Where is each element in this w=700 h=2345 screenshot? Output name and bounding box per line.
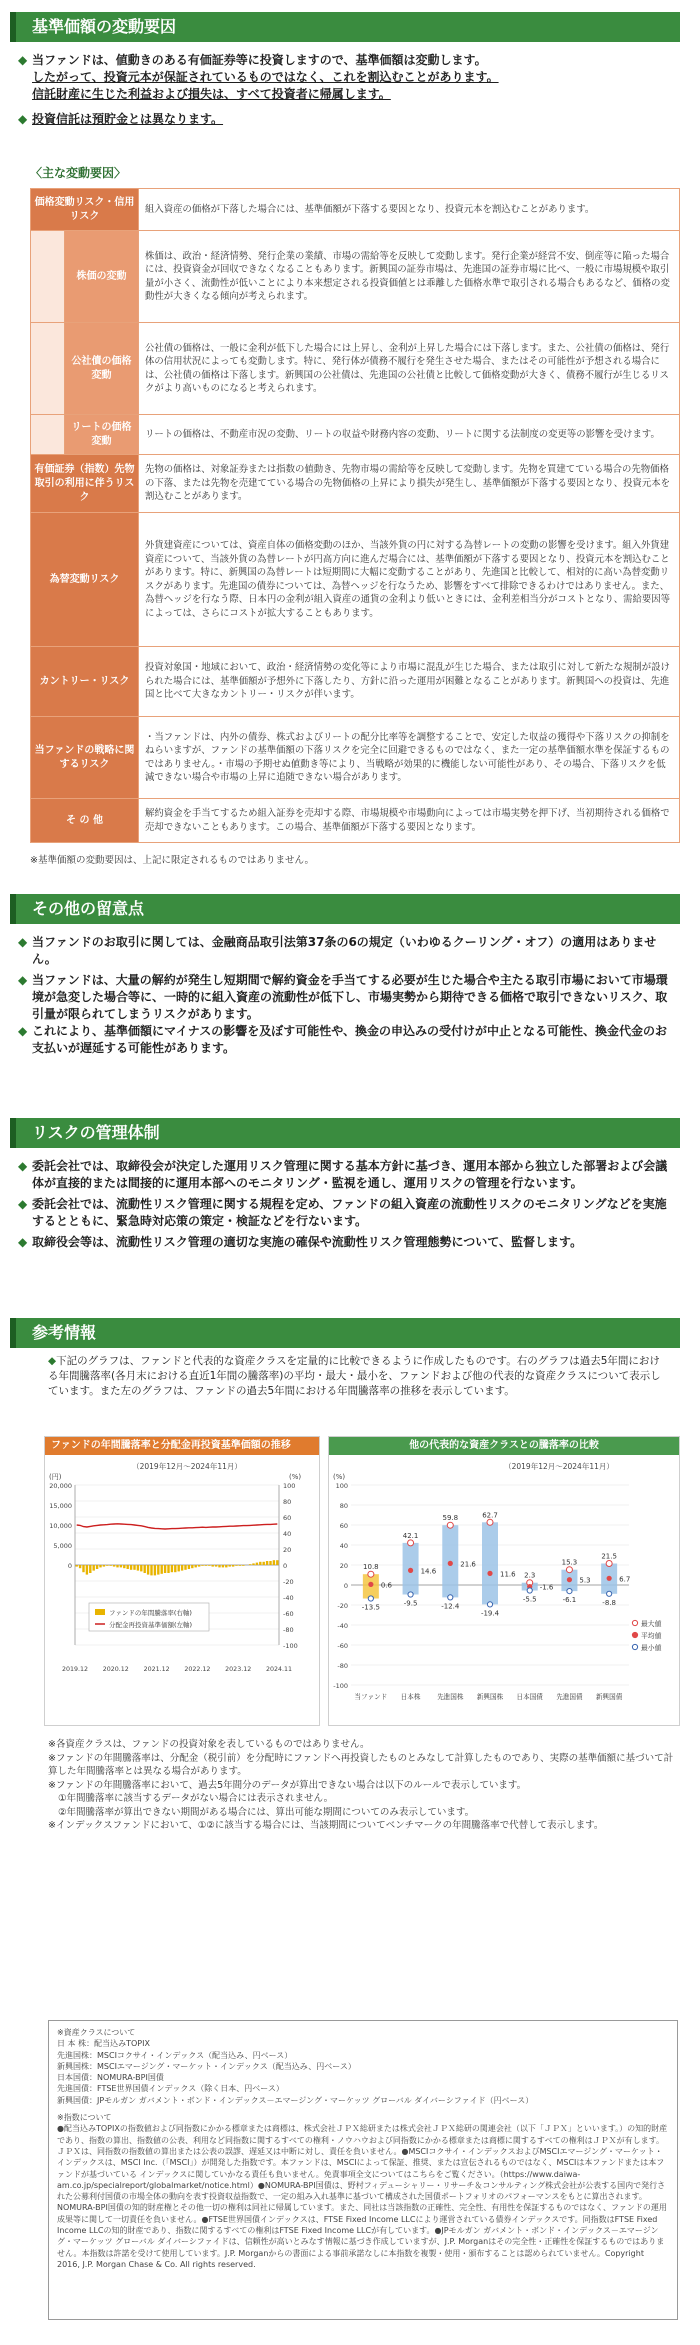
index-disclaimer-text: ●配当込みTOPIXの指数値および同指数にかかる標章または商標は、株式会社ＪＰＸ総研または株式会社ＪＰＸ総研の関連会社（以下「ＪＰＸ」といいます。）の知的財産であり、指数の算出、指数値の公表、利用など同指数に関するすべての権利・ノウハウおよび同指数にかかる標章または商標に関するすべての権利はＪＰＸが有します。ＪＰＸは、同指数の指数値の算出または公表の誤謬、遅延又は中断に対し、責任を負いません。●MSCIコクサイ・インデックスおよびMSCIエマージング・マーケット・インデックスは、MSCI Inc.（「MSCI」）が開発した指数です。本ファンドは、MSCIによって保証、推奨、または宣伝されるものではなく、MSCIは本ファンドまたは本ファンドが基づいている インデックスに関していかなる責任も負いません。免責事項全文についてはこちらをご覧ください。（https://www.daiwa-am.co.jp/specialreport/globalmarket/notice.html）●NOMURA-BPI国債は、野村フィデューシャリー・リサーチ＆コンサルティング株式会社が公表する国内で発行された公募利付国債の市場全体の動向を表す投資収益指数で、一定の組み入れ基準に基づいて構成された国債ポートフォリオのパフォーマンスをもとに算出されます。NOMURA-BPI国債の知的財産権とその他一切の権利は同社に帰属しています。また、同社は当該指数の正確性、完全性、有用性を保証するものではなく、ファンドの運用成果等に関して一切責任を負いません。●FTSE世界国債インデックスは、FTSE Fixed Income LLCにより運営されている債券インデックスです。同指数はFTSE Fixed Income LLCの知的財産であり、指数に関するすべての権利はFTSE Fixed Income LLCが有しています。●JPモルガン ガバメント・ボンド・インデックス－エマージング・マーケッツ グローバル ダイバーシファイドは、信頼性が高いとみなす情報に基づき作成していますが、J.P. Morganはその完全性・正確性を保証するものではありません。本指数は許諾を受けて使用しています。J.P. Morganからの書面による事前承諾なしに本指数を複製・使用・頒布することは認められていません。Copyright 2016, J.P. Morgan Chase & Co. All rights reserved.: [57, 2124, 668, 2269]
risk-subcategory: 公社債の価格変動: [65, 323, 139, 415]
return-bar: [242, 1565, 244, 1566]
bullet-text-underlined: したがって、投資元本が保証されているものではなく、これを割込むことがあります。: [32, 70, 499, 84]
max-marker: [487, 1519, 493, 1525]
table-row: [31, 323, 680, 415]
x-tick-label: 2020.12: [102, 1666, 129, 1673]
table-row: [31, 455, 680, 513]
y-tick-label: -80: [337, 1662, 348, 1670]
chart-title: ファンドの年間騰落率と分配金再投資基準価額の推移: [45, 1437, 319, 1455]
return-bar: [123, 1565, 125, 1568]
return-bar: [164, 1565, 166, 1573]
return-bar: [103, 1565, 105, 1567]
return-bar: [82, 1565, 84, 1572]
table-indent: [31, 231, 65, 323]
left-tick-label: 5,000: [53, 1542, 72, 1550]
chart-title: 他の代表的な資産クラスとの騰落率の比較: [329, 1437, 679, 1455]
return-bar: [140, 1565, 142, 1571]
left-tick-label: 0: [67, 1562, 72, 1570]
range-bar: [482, 1522, 498, 1604]
y-tick-label: -60: [337, 1642, 348, 1650]
max-value-label: 10.8: [363, 1563, 379, 1572]
risk-subcategory: 株価の変動: [65, 231, 139, 323]
index-item: 日本国債：NOMURA-BPI国債: [57, 2073, 164, 2083]
right-tick-label: -40: [283, 1594, 294, 1602]
left-axis-unit: (円): [49, 1473, 62, 1481]
avg-marker: [607, 1576, 612, 1581]
max-value-label: 21.5: [601, 1552, 617, 1561]
risk-management-bullets: [18, 1158, 678, 1255]
chart-period: （2019年12月～2024年11月）: [132, 1462, 242, 1471]
avg-value-label: 14.6: [420, 1567, 437, 1576]
min-value-label: -13.5: [361, 1603, 380, 1612]
return-bar: [191, 1565, 193, 1568]
risk-description: リートの価格は、不動産市況の変動、リートの収益や財務内容の変動、リートに関する法制度の変更等の影響を受けます。: [139, 415, 680, 455]
return-bar: [276, 1560, 278, 1565]
reference-intro-text: 下記のグラフは、ファンドと代表的な資産クラスを定量的に比較できるように作成したものです。右のグラフは過去5年間における年間騰落率(各月末における直近1年間の騰落率)の平均・最大・最小を、ファンドおよび他の代表的な資産クラスについて表示しています。また左のグラフは、ファンドの過去5年間における年間騰落率の推移を表示しています。: [48, 1355, 661, 1397]
y-tick-label: 40: [339, 1542, 348, 1550]
return-bar: [188, 1565, 190, 1569]
y-axis-unit: (%): [333, 1473, 346, 1481]
left-tick-label: 15,000: [49, 1502, 72, 1510]
min-marker: [408, 1592, 413, 1597]
risk-description: 組入資産の価格が下落した場合には、基準価額が下落する要因となり、投資元本を割込むことがあります。: [139, 189, 680, 231]
index-item: 新興国株：MSCIエマージング・マーケット・インデックス（配当込み、円ベース）: [57, 2061, 356, 2071]
category-label: 先進国債: [556, 1693, 583, 1701]
risk-factors-subtitle: 〈主な変動要因〉: [30, 166, 127, 180]
note-line: ②年間騰落率が算出できない期間がある場合には、算出可能な期間についてのみ表示しています。: [58, 1806, 475, 1818]
max-marker: [606, 1561, 612, 1567]
x-tick-label: 2021.12: [143, 1666, 170, 1673]
return-bar: [263, 1562, 265, 1565]
risk-description: 投資対象国・地域において、政治・経済情勢の変化等により市場に混乱が生じた場合、または取引に対して新たな規制が設けられた場合には、基準価額が予想外に下落したり、方針に沿った運用が困難となることがあります。新興国への投資は、先進国と比べて大きなカントリー・リスクが伴います。: [139, 647, 680, 717]
asset-comparison-chart: [328, 1436, 680, 1726]
return-bar: [215, 1565, 217, 1567]
return-bar: [76, 1565, 78, 1567]
max-value-label: 2.3: [524, 1571, 536, 1580]
return-bar: [154, 1565, 156, 1575]
risk-category: カントリー・リスク: [31, 647, 139, 717]
return-bar: [147, 1565, 149, 1575]
return-bar: [106, 1565, 108, 1566]
return-bar: [137, 1565, 139, 1571]
right-tick-label: -100: [283, 1642, 298, 1650]
return-bar: [208, 1565, 210, 1566]
y-tick-label: 20: [339, 1562, 348, 1570]
return-bar: [195, 1565, 197, 1567]
risk-subcategory: リートの価格変動: [65, 415, 139, 455]
return-bar: [157, 1565, 159, 1575]
legend-swatch-bar: [95, 1609, 105, 1615]
x-tick-label: 2024.11: [265, 1666, 293, 1673]
avg-value-label: 11.6: [500, 1570, 516, 1579]
return-bar: [259, 1562, 261, 1565]
table-row: [31, 415, 680, 455]
index-disclaimer-box: [48, 2020, 678, 2320]
min-marker: [448, 1595, 453, 1600]
return-bar: [184, 1565, 186, 1570]
return-bar: [174, 1565, 176, 1572]
category-label: 新興国債: [595, 1693, 623, 1701]
return-bar: [116, 1565, 118, 1567]
max-value-label: 62.7: [482, 1511, 498, 1520]
return-bar: [239, 1565, 241, 1566]
note-line: ※各資産クラスは、ファンドの投資対象を表しているものではありません。: [48, 1739, 370, 1750]
reference-notes: [48, 1738, 678, 1833]
max-value-label: 15.3: [561, 1558, 578, 1567]
risk-description: 公社債の価格は、一般に金利が低下した場合には上昇し、金利が上昇した場合には下落します。また、公社債の価格は、発行体の信用状況によっても変動します。特に、発行体が債務不履行を発生させた場合、またはその可能性が予想される場合には、公社債の価格は下落します。新興国の公社債は、先進国の公社債と比較して価格変動が大きく、債務不履行が生じるリスクがより高いものになると考えられます。: [139, 323, 680, 415]
bullet-liquidity-continued: [18, 1023, 678, 1057]
index-item: 日 本 株：配当込みTOPIX: [57, 2039, 150, 2049]
risk-description: ・当ファンドは、内外の債券、株式およびリートの配分比率等を調整することで、安定した収益の獲得や下落リスクの抑制をねらいますが、ファンドの基準価額の下落リスクを完全に回避できるものではなく、また一定の基準価額水準を保証するものではありません。・市場の予期せぬ値動き等により、当戦略が効果的に機能しない可能性があり、その場合、下落リスクを低減できない場合や市場の上昇に追随できない場合があります。: [139, 717, 680, 799]
nav-line: [77, 1524, 278, 1529]
right-axis-unit: (%): [289, 1473, 302, 1481]
category-label: 先進国株: [437, 1693, 464, 1701]
bullet-deposit: [18, 111, 678, 128]
min-marker: [527, 1588, 532, 1593]
return-bar: [127, 1565, 129, 1569]
avg-value-label: 21.6: [460, 1560, 476, 1569]
x-tick-label: 2022.12: [184, 1666, 211, 1673]
risk-description: 先物の価格は、対象証券または指数の値動き、先物市場の需給等を反映して変動します。先物を買建てている場合の先物価格の下落、または先物を売建てている場合の先物価格の上昇により損失が発生し、基準価額が下落する要因となり、投資元本を割込むことがあります。: [139, 455, 680, 513]
return-bar: [225, 1565, 227, 1567]
return-bar: [229, 1565, 231, 1567]
avg-value-label: -1.6: [539, 1583, 554, 1592]
return-bar: [205, 1565, 207, 1566]
min-marker: [607, 1591, 612, 1596]
y-tick-label: -40: [337, 1622, 348, 1630]
max-marker: [566, 1567, 572, 1573]
section-title-reference: 参考情報: [10, 1318, 680, 1348]
max-marker: [368, 1571, 374, 1577]
return-bar: [178, 1565, 180, 1571]
avg-marker: [368, 1582, 373, 1587]
y-tick-label: 80: [339, 1502, 348, 1510]
other-notes-bullets: [18, 934, 678, 1061]
bullet-text: これにより、基準価額にマイナスの影響を及ぼす可能性や、換金の申込みの受付けが中止となる可能性、換金代金のお支払いが遅延する可能性があります。: [32, 1024, 668, 1055]
avg-value-label: 0.6: [380, 1581, 392, 1590]
table-row: [31, 189, 680, 231]
y-tick-label: -20: [337, 1602, 348, 1610]
return-bar: [269, 1561, 271, 1565]
risk-description: 外貨建資産については、資産自体の価格変動のほか、当該外貨の円に対する為替レートの変動の影響を受けます。組入外貨建資産について、当該外貨の為替レートが円高方向に進んだ場合には、基準価額が下落する要因となり、投資元本を割込むことがあります。特に、新興国の為替レートは短期間に大幅に変動することがあり、先進国と比較して、相対的に高い為替変動リスクがあります。先進国の債券については、為替ヘッジを行なうため、影響をすべて排除できるわけではありません。また、為替ヘッジを行なう際、日本円の金利が組入資産の通貨の金利より低いときには、金利差相当分がコストとなり、需給要因等によっては、さらにコストが拡大することもあります。: [139, 513, 680, 647]
return-bar: [89, 1565, 91, 1573]
diamond-icon: ◆: [48, 1355, 57, 1367]
bullet-board-oversight: ◆ 取締役会等は、流動性リスク管理の適切な実施の確保や流動性リスク管理態勢について、監督します。: [18, 1234, 678, 1251]
max-value-label: 42.1: [402, 1531, 419, 1540]
note-line: ※ファンドの年間騰落率は、分配金（税引前）を分配時にファンドへ再投資したものとみなして計算したものであり、実際の基準価額に基づいて計算した年間騰落率とは異なる場合があります。: [48, 1752, 674, 1777]
avg-marker: [487, 1571, 492, 1576]
return-bar: [93, 1565, 95, 1571]
category-label: 新興国株: [476, 1693, 504, 1701]
left-tick-label: 20,000: [49, 1482, 72, 1490]
right-tick-label: 0: [283, 1562, 288, 1570]
return-bar: [198, 1565, 200, 1567]
table-indent: [31, 415, 65, 455]
y-tick-label: 100: [335, 1482, 348, 1490]
legend-marker: [632, 1632, 637, 1637]
x-tick-label: 2023.12: [225, 1666, 252, 1673]
return-bar: [96, 1565, 98, 1569]
y-tick-label: -100: [333, 1682, 348, 1690]
min-marker: [368, 1596, 373, 1601]
return-bar: [222, 1565, 224, 1567]
right-tick-label: 80: [283, 1498, 292, 1506]
y-tick-label: 60: [339, 1522, 348, 1530]
risk-category: 価格変動リスク・信用リスク: [31, 189, 139, 231]
section-title-fluctuation: 基準価額の変動要因: [10, 12, 680, 42]
note-line: ※インデックスファンドにおいて、①②に該当する場合には、当該期間についてベンチマークの年間騰落率で代替して表示します。: [48, 1820, 604, 1831]
return-bar: [130, 1565, 132, 1570]
return-bar: [113, 1565, 115, 1567]
index-box-heading: ※指数について: [57, 2113, 112, 2123]
return-bar: [212, 1565, 214, 1567]
index-item: 新興国債：JPモルガン ガバメント・ボンド・インデックス－エマージング・マーケッツ グローバル ダイバーシファイド（円ベース）: [57, 2095, 534, 2105]
right-tick-label: 20: [283, 1546, 292, 1554]
y-tick-label: 0: [343, 1582, 348, 1590]
max-value-label: 59.8: [442, 1514, 459, 1523]
avg-marker: [408, 1568, 413, 1573]
return-bar: [86, 1565, 88, 1575]
chart-period: （2019年12月～2024年11月）: [504, 1462, 614, 1471]
min-value-label: -6.1: [562, 1596, 577, 1605]
min-marker: [567, 1589, 572, 1594]
return-bar: [120, 1565, 122, 1567]
right-tick-label: 40: [283, 1530, 292, 1538]
return-bar: [273, 1560, 275, 1565]
return-bar: [218, 1565, 220, 1567]
return-bar: [266, 1561, 268, 1565]
legend-label: 最大値: [641, 1620, 662, 1628]
return-bar: [133, 1565, 135, 1570]
right-tick-label: 100: [283, 1482, 296, 1490]
bullet-text-underlined: 投資信託は預貯金とは異なります。: [32, 112, 224, 126]
right-tick-label: -80: [283, 1626, 294, 1634]
legend-marker: [632, 1644, 637, 1649]
table-row: [31, 717, 680, 799]
section-title-other-notes: その他の留意点: [10, 894, 680, 924]
avg-marker: [448, 1561, 453, 1566]
table-row: [31, 231, 680, 323]
fluctuation-bullets: [18, 52, 678, 132]
return-bar: [256, 1563, 258, 1565]
bullet-liquidity-rules: ◆ 委託会社では、流動性リスク管理に関する規程を定め、ファンドの組入資産の流動性リスクのモニタリングなどを実施するとともに、緊急時対応策の策定・検証などを行ないます。: [18, 1196, 678, 1230]
asset-comparison-chart-svg: [329, 1455, 679, 1725]
table-indent: [31, 323, 65, 415]
index-item: 先進国債：FTSE世界国債インデックス（除く日本、円ベース）: [57, 2084, 284, 2094]
max-marker: [408, 1540, 414, 1546]
table-row: [31, 647, 680, 717]
return-bar: [252, 1563, 254, 1565]
category-label: 日本株: [400, 1693, 421, 1701]
return-bar: [201, 1565, 203, 1566]
risk-category: 当ファンドの戦略に関するリスク: [31, 717, 139, 799]
return-bar: [99, 1565, 101, 1567]
bullet-liquidity: ◆ 当ファンドは、大量の解約が発生し短期間で解約資金を手当てする必要が生じた場合や主たる取引市場において市場環境が急変した場合等に、一時的に組入資産の流動性が低下し、市場実勢から期待できる価格で取引できないリスク、取引量が限られてしまうリスクがあります。: [18, 972, 678, 1023]
legend-label: 分配金再投資基準価額(左軸): [109, 1621, 193, 1629]
index-item: 先進国株：MSCIコクサイ・インデックス（配当込み、円ベース）: [57, 2050, 293, 2060]
risk-description: 解約資金を手当てするため組入証券を売却する際、市場規模や市場動向によっては市場実勢を押下げ、当初期待される価格で売却できないこともあります。この場合、基準価額が下落する要因となります。: [139, 799, 680, 843]
table-row: [31, 799, 680, 843]
fund-return-chart: [44, 1436, 320, 1726]
return-bar: [144, 1565, 146, 1573]
bullet-text-underlined: 信託財産に生じた利益および損失は、すべて投資者に帰属します。: [32, 87, 391, 101]
legend-label: 最小値: [641, 1644, 662, 1652]
return-bar: [171, 1565, 173, 1572]
x-tick-label: 2019.12: [61, 1666, 89, 1673]
min-value-label: -5.5: [522, 1595, 537, 1604]
avg-value-label: 6.7: [619, 1575, 631, 1584]
min-value-label: -8.8: [602, 1598, 616, 1607]
min-value-label: -12.4: [441, 1602, 460, 1611]
category-label: 当ファンド: [354, 1693, 388, 1701]
legend-marker: [632, 1620, 637, 1625]
right-tick-label: 60: [283, 1514, 292, 1522]
min-marker: [487, 1602, 492, 1607]
return-bar: [167, 1565, 169, 1573]
risk-factors-table: [30, 188, 680, 843]
fund-return-chart-svg: [45, 1455, 319, 1725]
return-bar: [232, 1565, 234, 1567]
legend-label: 平均値: [641, 1632, 662, 1640]
risk-category: そ の 他: [31, 799, 139, 843]
bullet-risk-policy: ◆ 委託会社では、取締役会が決定した運用リスク管理に関する基本方針に基づき、運用本部から独立した部署および会議体が直接的または間接的に運用本部へのモニタリング・監視を通し、運用リスクの管理を行ないます。: [18, 1158, 678, 1192]
min-value-label: -19.4: [480, 1609, 500, 1618]
return-bar: [161, 1565, 163, 1574]
category-label: 日本国債: [516, 1693, 543, 1701]
avg-value-label: 5.3: [579, 1576, 591, 1585]
avg-marker: [567, 1577, 572, 1582]
reference-intro: [48, 1354, 668, 1399]
left-tick-label: 10,000: [49, 1522, 72, 1530]
bullet-principal: [18, 52, 678, 103]
risk-category: 有価証券（指数）先物取引の利用に伴うリスク: [31, 455, 139, 513]
note-line: ①年間騰落率に該当するデータがない場合には表示されません。: [58, 1793, 334, 1804]
right-tick-label: -60: [283, 1610, 294, 1618]
risk-description: 株価は、政治・経済情勢、発行企業の業績、市場の需給等を反映して変動します。発行企業が経営不安、倒産等に陥った場合には、投資資金が回収できなくなることもあります。新興国の証券市場は、先進国の証券市場に比べ、一般に市場規模や取引量が小さく、流動性が低いことにより本来想定される投資価値とは乖離した価格水準で取引される場合もあるなど、価格の変動性が大きくなる傾向が考えられます。: [139, 231, 680, 323]
return-bar: [150, 1565, 152, 1575]
return-bar: [181, 1565, 183, 1571]
legend-label: ファンドの年間騰落率(右軸): [109, 1609, 192, 1617]
index-box-heading: ※資産クラスについて: [57, 2028, 136, 2037]
note-line: ※ファンドの年間騰落率において、過去5年間分のデータが算出できない場合は以下のルールで表示しています。: [48, 1779, 527, 1791]
right-tick-label: -20: [283, 1578, 294, 1586]
risk-category: 為替変動リスク: [31, 513, 139, 647]
return-bar: [79, 1565, 81, 1568]
return-bar: [235, 1565, 237, 1566]
min-value-label: -9.5: [403, 1599, 418, 1608]
table-row: [31, 513, 680, 647]
return-bar: [110, 1565, 112, 1566]
max-marker: [447, 1522, 453, 1528]
return-bar: [249, 1564, 251, 1565]
section-title-risk-management: リスクの管理体制: [10, 1118, 680, 1148]
bullet-cooling-off: ◆ 当ファンドのお取引に関しては、金融商品取引法第37条の6の規定（いわゆるクーリング・オフ）の適用はありません。: [18, 934, 678, 968]
bullet-text: 当ファンドは、値動きのある有価証券等に投資しますので、基準価額は変動します。: [32, 53, 487, 67]
fluctuation-footnote: ※基準価額の変動要因は、上記に限定されるものではありません。: [30, 855, 315, 866]
